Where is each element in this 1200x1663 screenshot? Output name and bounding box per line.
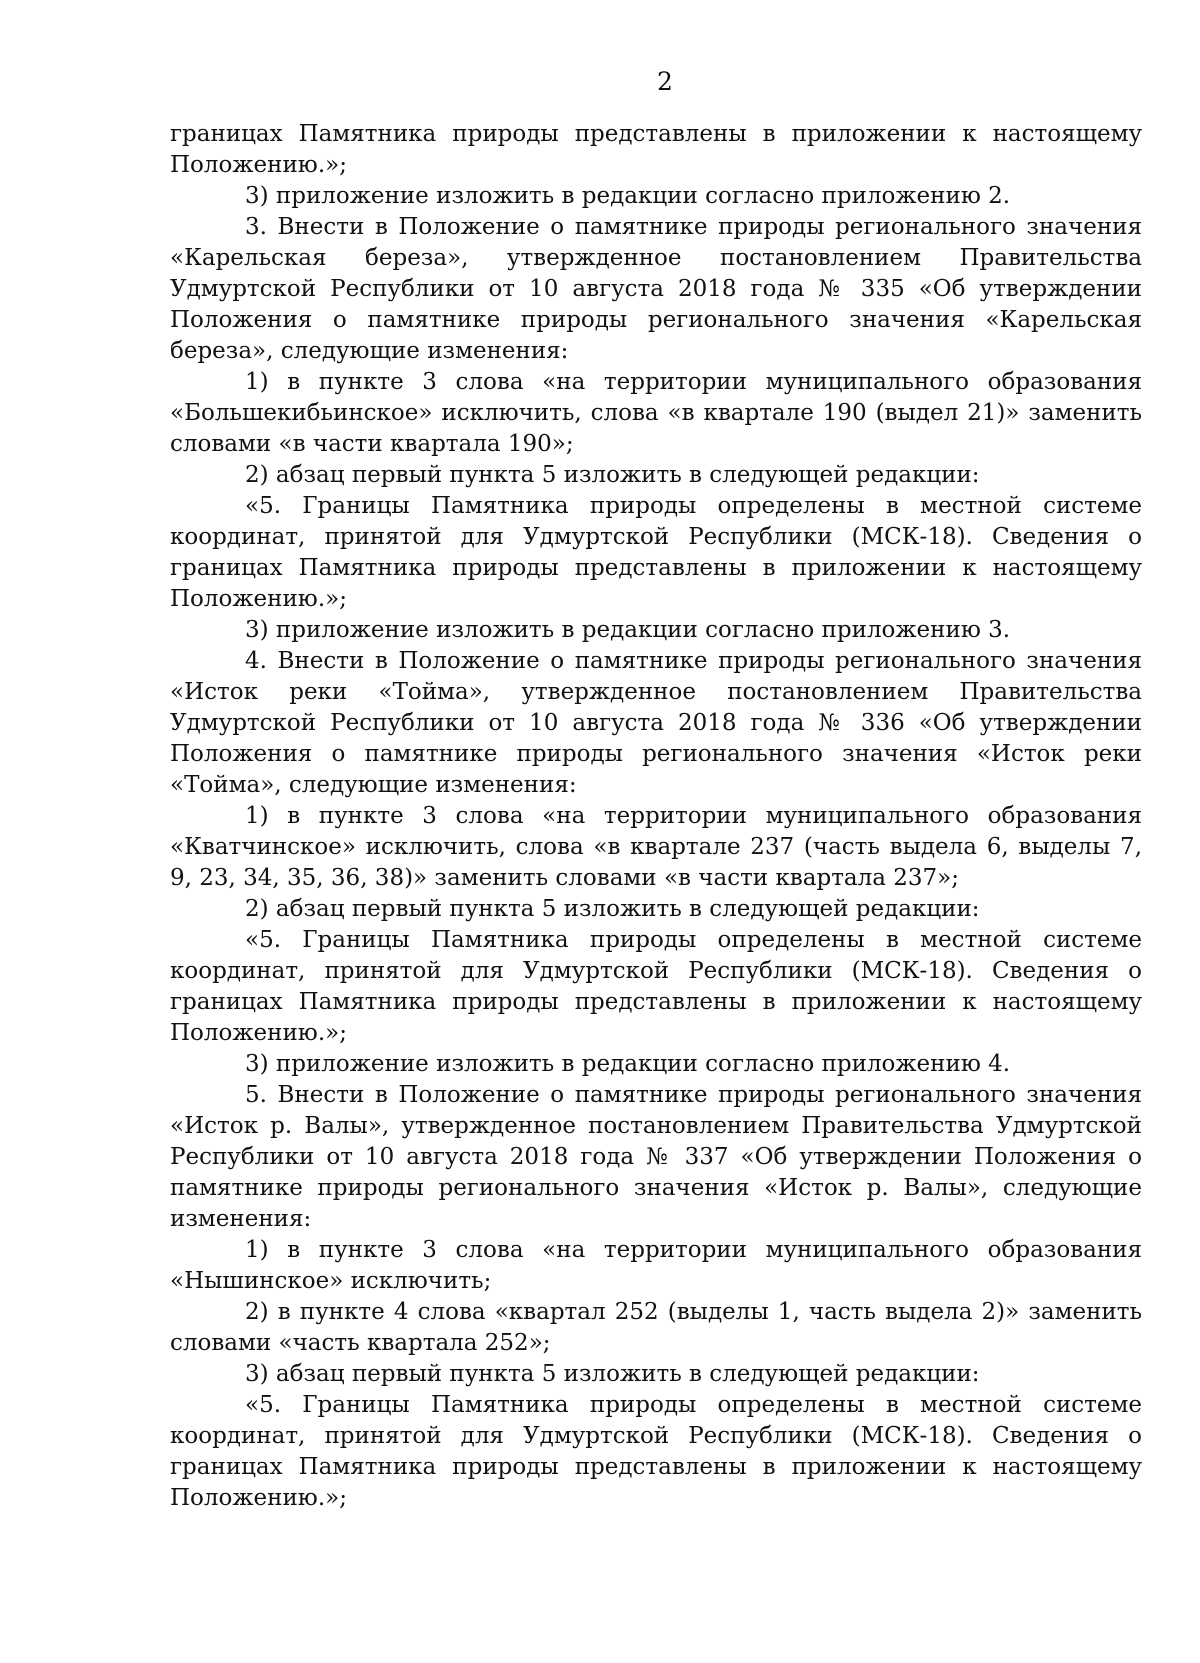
paragraph: 3. Внести в Положение о памятнике природы регионального значения «Карельская береза», утвержденное постановлением Правительства Удмуртской Республики от 10 августа 2018 года № 335 «Об утверждении Положения о памятнике природы регионального значения «Карельская береза», следующие изменения: <box>170 214 1142 364</box>
paragraph: 5. Внести в Положение о памятнике природы регионального значения «Исток р. Валы», утвержденное постановлением Правительства Удмуртской Республики от 10 августа 2018 года № 337 «Об утверждении Положения о памятнике природы регионального значения «Исток р. Валы», следующие изменения: <box>170 1082 1142 1232</box>
paragraph: 3) абзац первый пункта 5 изложить в следующей редакции: <box>245 1361 980 1387</box>
page-number: 2 <box>657 67 673 96</box>
paragraph: 3) приложение изложить в редакции согласно приложению 2. <box>245 183 1011 209</box>
paragraph: «5. Границы Памятника природы определены в местной системе координат, принятой для Удмуртской Республики (МСК-18). Сведения о границах Памятника природы представлены в приложении к настоящему Положению.»; <box>170 1392 1142 1511</box>
paragraph: «5. Границы Памятника природы определены в местной системе координат, принятой для Удмуртской Республики (МСК-18). Сведения о границах Памятника природы представлены в приложении к настоящему Положению.»; <box>170 927 1142 1046</box>
paragraph: «5. Границы Памятника природы определены в местной системе координат, принятой для Удмуртской Республики (МСК-18). Сведения о границах Памятника природы представлены в приложении к настоящему Положению.»; <box>170 493 1142 612</box>
paragraph: 3) приложение изложить в редакции согласно приложению 4. <box>245 1051 1011 1077</box>
paragraph: 2) в пункте 4 слова «квартал 252 (выделы 1, часть выдела 2)» заменить словами «часть квартала 252»; <box>170 1299 1142 1356</box>
paragraph: 3) приложение изложить в редакции согласно приложению 3. <box>245 617 1011 643</box>
paragraph: 1) в пункте 3 слова «на территории муниципального образования «Большекибьинское» исключить, слова «в квартале 190 (выдел 21)» заменить словами «в части квартала 190»; <box>170 369 1142 457</box>
paragraph: границах Памятника природы представлены в приложении к настоящему Положению.»; <box>170 121 1142 178</box>
paragraph: 1) в пункте 3 слова «на территории муниципального образования «Кватчинское» исключить, слова «в квартале 237 (часть выдела 6, выделы 7, 9, 23, 34, 35, 36, 38)» заменить словами «в части квартала 237»; <box>170 803 1142 891</box>
paragraph: 2) абзац первый пункта 5 изложить в следующей редакции: <box>245 462 980 488</box>
paragraph: 2) абзац первый пункта 5 изложить в следующей редакции: <box>245 896 980 922</box>
paragraph: 1) в пункте 3 слова «на территории муниципального образования «Нышинское» исключить; <box>170 1237 1142 1294</box>
document-body <box>170 119 1142 1514</box>
paragraph: 4. Внести в Положение о памятнике природы регионального значения «Исток реки «Тойма», утвержденное постановлением Правительства Удмуртской Республики от 10 августа 2018 года № 336 «Об утверждении Положения о памятнике природы регионального значения «Исток реки «Тойма», следующие изменения: <box>170 648 1142 798</box>
